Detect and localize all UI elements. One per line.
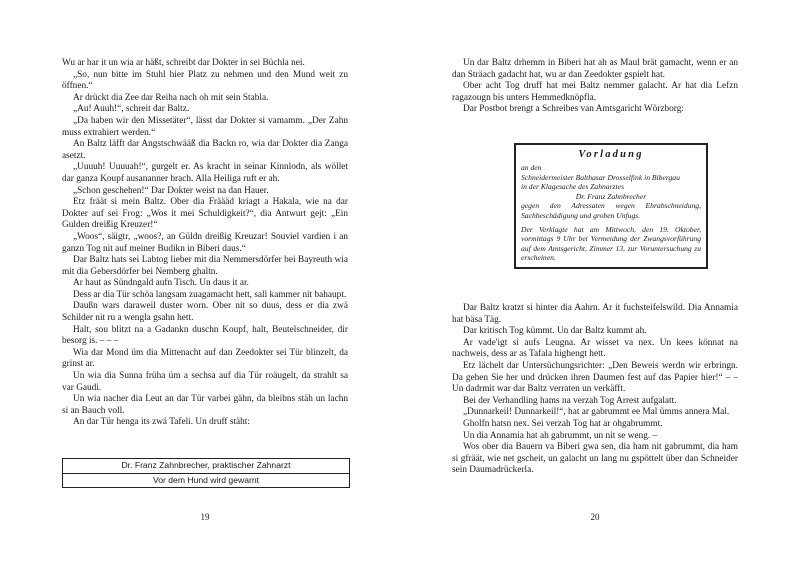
- paragraph: Wos ober dia Bauern va Biberi gwa sen, dia ham nit gabrummt, dia ham si gfräät, wie net gscheit, un galacht un lang nu gspöttelt über dan Schneider sein Daumadrückerla.: [452, 442, 738, 476]
- notice-line: Dr. Franz Zahnbrecher: [575, 191, 647, 201]
- paragraph: Halt, sou blitzt na a Gadankn duschn Koupf, halt, Beutelschneider, dir besorg is. – – –: [62, 324, 348, 347]
- paragraph: Un dar Baltz drhemm in Biberi hat ah as Maul brät gamacht, wenn er an dan Sträach gadacht hat, wu ar dan Zeedokter gspielt hat.: [452, 58, 738, 80]
- paragraph: Etz fräät si mein Baltz. Ober dia Fräääd kriagt a Hakala, wie na dar Dokter auf sei Frog: „Wos it mei Schuldigkeit?“, dia Antwurt gejt: „Ein Gulden dreißig Kreuzer!“: [62, 197, 348, 231]
- paragraph: Dess ar dia Tür schöa langsam zuagamacht hett, sall kammer nit bahaupt.: [73, 289, 347, 300]
- door-sign-table: [62, 458, 350, 488]
- paragraph: Un wia dia Sunna früha üm a sechsa auf dia Tür roäugelt, da strahlt sa var Gaudi.: [62, 371, 348, 393]
- paragraph: Wia dar Mond üm dia Mittenacht auf dan Zeedokter sei Tür blinzelt, da grinst ar.: [62, 347, 348, 370]
- notice-title: Vorladung: [578, 149, 644, 160]
- door-sign-line: Vor dem Hund wird gewarnt: [63, 473, 349, 488]
- notice-line: Schneidermeister Balthasar Drosselfink in Bibergau: [521, 172, 680, 182]
- paragraph: „Woos“, säigtr, „woos?, an Güldn dreißig Kreuzar! Souviel vardien i an ganzn Tog nit auf meiner Budikn in Biberi daus.“: [62, 231, 348, 254]
- paragraph: Dar kritisch Tog kümmt. Un dar Baltz kummt ah.: [463, 326, 647, 337]
- paragraph: Dar Postbot brengt a Schreibes van Amtsgaricht Wörzborg:: [463, 104, 684, 115]
- paragraph: Wu ar har it un wia ar häßt, schreibt dar Dokter in sei Büchla nei.: [62, 58, 305, 68]
- paragraph: „So, nun bitte im Stuhl hier Platz zu nehmen und den Mund weit zu öffnen.“: [62, 69, 348, 92]
- paragraph: An dar Tür henga its zwä Tafeli. Un druff stäht:: [73, 417, 250, 428]
- right-page-text-bottom: [452, 303, 738, 477]
- court-summons-notice: [514, 143, 708, 269]
- notice-line: in der Klagesache des Zahnarztes: [521, 182, 624, 192]
- paragraph: Ar haut as Sündngald aufn Tisch. Un daus it ar.: [73, 278, 249, 289]
- door-sign-line: Dr. Franz Zahnbrecher, praktischer Zahnarzt: [121, 460, 291, 470]
- notice-line: an den: [521, 163, 542, 172]
- paragraph: Un dia Annamia hat ah gabrummt, un nit se weng. –: [463, 430, 658, 441]
- paragraph: Dar Baltz kratzt si hinter dia Aahrn. Ar it fuchsteifelswild. Dia Annamia hat bäsa Täg.: [452, 303, 738, 325]
- paragraph: Dar Baltz hats sei Labtog lieber mit dia Nemmersdörfer bei Bayreuth wia mit dia Gebersdörfer bei Nemberg ghaltn.: [62, 255, 348, 277]
- paragraph: Ar drückt dia Zee dar Reiha nach oh mit sein Stabla.: [73, 92, 269, 103]
- paragraph: Gholfn hatsn nex. Sei verzah Tog hat ar ohgabrummt.: [463, 418, 663, 429]
- paragraph: „Uuuuh! Uuuuah!“, gurgelt er. As kracht in seinar Kinnlodn, als wöllet dar ganza Koupf ausananner brach. Alla Heiliga ruft er ah.: [62, 162, 348, 184]
- paragraph: Etz lächelt dar Untersüchungsrichter: „Den Beweis werdn wir erbringn. Da gehen Sie her und drücken ihren Daumen fest auf das Papier hier!“ – – Un dadrmit war dar Baltz verraten un verkäfft.: [452, 360, 738, 395]
- right-page: [400, 0, 800, 566]
- paragraph: Un wia nacher dia Leut an dar Tür varbei gähn, da bleibns stäh un lachn si an Bauch voll.: [62, 394, 348, 416]
- paragraph: Daußn wars daraweil duster worn. Ober nit so duus, dess er dia zwä Schilder nit ru a wengla gsahn hett.: [62, 301, 348, 324]
- left-page-text: [62, 58, 348, 429]
- page-number: 20: [590, 512, 600, 522]
- paragraph: An Baltz läfft dar Angstschwääß dia Backn ro, wia dar Dokter dia Zanga asetzt.: [62, 139, 348, 161]
- paragraph: „Au! Auuh!“, schreit dar Baltz.: [73, 104, 190, 115]
- paragraph: Bei der Verhandling hams na verzah Tog Arrest aufgalatt.: [463, 395, 677, 406]
- paragraph: „Schon geschehen!“ Dar Dokter weist na dan Hauer.: [73, 185, 269, 196]
- notice-line: gegen den Adressaten wegen Ehrabschneidung, Sachbeschädigung und groben Unfugs.: [521, 201, 701, 220]
- paragraph: „Da haben wir den Missetäter“, lässt dar Dokter si vamamm. „Der Zahn muss extrahiert werden.“: [62, 115, 348, 138]
- paragraph: Ober acht Tog druff hat mei Baltz nemmer galacht. Ar hat dia Lefzn ragazougn bis unters Hemmedknöpfla.: [452, 81, 738, 103]
- paragraph: „Dunnarkeil! Dunnarkeil!“, hat ar gabrummt ee Mal ümms annera Mal.: [463, 407, 730, 418]
- notice-line: Der Verklagte hat am Mittwoch, den 19. Oktober, vormittags 9 Uhr bei Vermeidung der Zwangsvorführung auf dem Amtsgericht, Zimmer 13, zur Voruntersuchung zu erscheinen.: [521, 224, 701, 263]
- paragraph: Ar vade'igt si aufs Leugna. Ar wisset va nex. Un kees könnat na nachweis, dess ar as Tafala highengt hett.: [452, 337, 738, 360]
- page-number: 19: [200, 512, 210, 522]
- right-page-text-top: [452, 58, 738, 116]
